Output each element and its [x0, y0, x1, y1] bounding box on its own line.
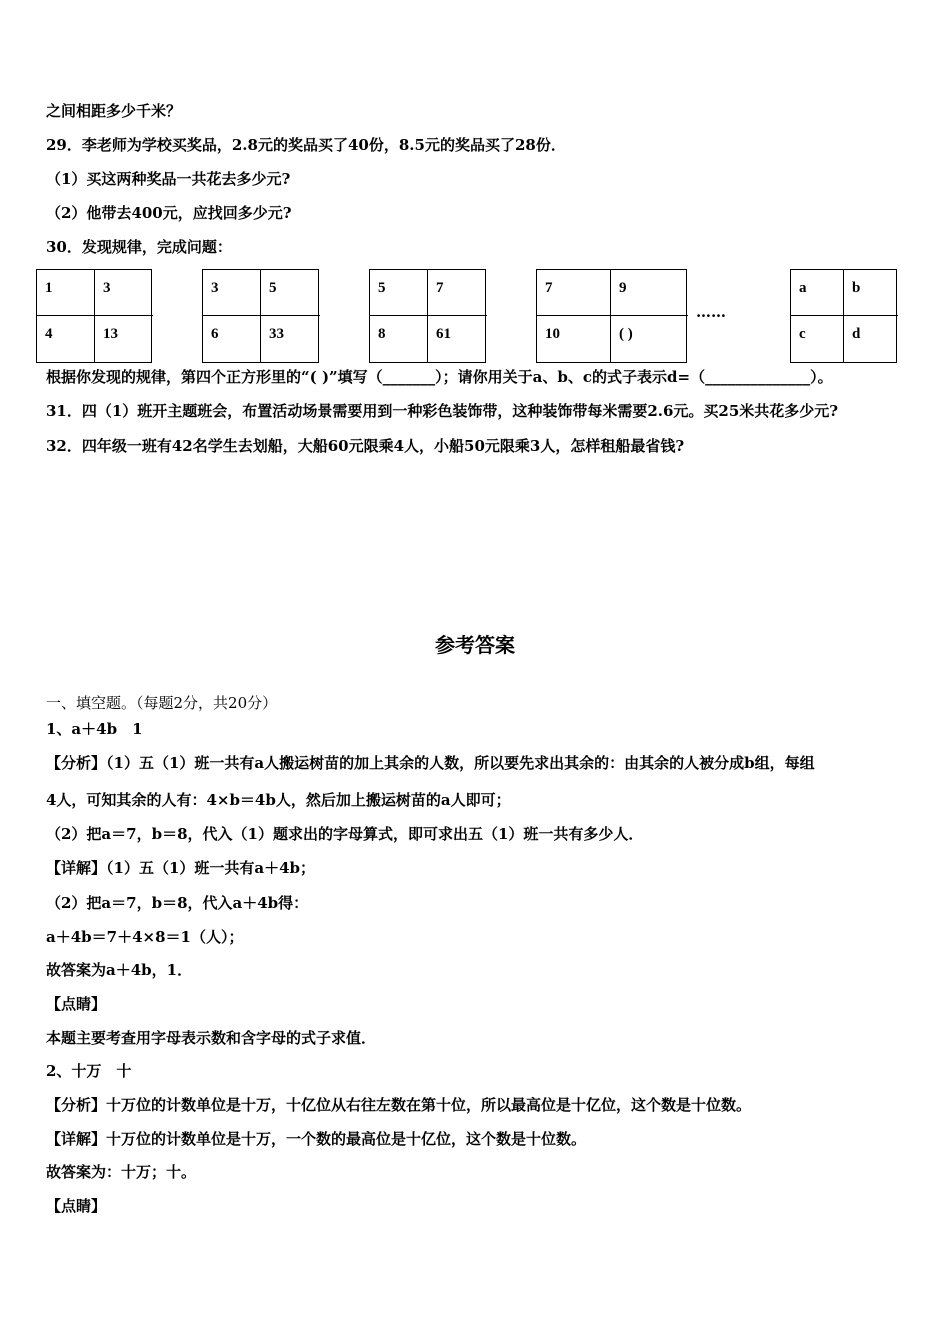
answer-line: （2）把a＝7，b＝8，代入（1）题求出的字母算式，即可求出五（1）班一共有多少人．: [46, 825, 644, 843]
grid-cell: 5: [261, 270, 320, 316]
question-32: 32．四年级一班有42名学生去划船，大船60元限乘4人，小船50元限乘3人，怎样租船最省钱?: [46, 437, 685, 455]
answer-line: 【分析】十万位的计数单位是十万，十亿位从右往左数在第十位，所以最高位是十亿位，这个数是十位数。: [46, 1096, 752, 1114]
question-29: 29．李老师为学校买奖品，2.8元的奖品买了40份，8.5元的奖品买了28份．: [46, 136, 566, 154]
grid-cell: 61: [436, 326, 451, 342]
answer-line: 2、十万 十: [46, 1062, 132, 1080]
grid-cell: 9: [611, 270, 688, 316]
answer-line: a＋4b＝7＋4×8＝1（人）；: [46, 928, 244, 946]
answer-line: （2）把a＝7，b＝8，代入a＋4b得：: [46, 894, 309, 912]
question-30: 30．发现规律，完成问题：: [46, 238, 232, 256]
answer-line: 【点睛】: [46, 1197, 107, 1215]
answer-line: 1、a＋4b 1: [46, 720, 143, 738]
grid-cell: 7: [428, 270, 487, 316]
question-29-part-2: （2）他带去400元，应找回多少元?: [46, 204, 292, 222]
question-30-prompt: 根据你发现的规律，第四个正方形里的“( )”填写（_______）；请你用关于a、b、c的式子表示d=（______________）。: [46, 368, 833, 386]
pattern-grid-4: [536, 269, 687, 363]
answer-line: 【点睛】: [46, 995, 107, 1013]
answer-line: 【详解】（1）五（1）班一共有a＋4b；: [46, 859, 316, 877]
answer-line: 4人，可知其余的人有：4×b＝4b人，然后加上搬运树苗的a人即可；: [46, 791, 511, 809]
pattern-grid-1: [36, 269, 152, 363]
pattern-grid-5: [790, 269, 897, 363]
answer-line: 本题主要考查用字母表示数和含字母的式子求值．: [46, 1029, 377, 1047]
question-31: 31．四（1）班开主题班会，布置活动场景需要用到一种彩色装饰带，这种装饰带每米需要2.6元。买25米共花多少元?: [46, 402, 839, 420]
answer-title: 参考答案: [435, 633, 515, 657]
grid-cell: a: [791, 270, 844, 316]
grid-cell: d: [852, 326, 861, 342]
section-heading: 一、填空题。（每题2分，共20分）: [46, 694, 278, 712]
grid-cell: 10: [537, 316, 611, 362]
grid-cell: 5: [370, 270, 428, 316]
grid-cell: 7: [537, 270, 611, 316]
ellipsis: ……: [696, 303, 726, 321]
question-29-part-1: （1）买这两种奖品一共花去多少元?: [46, 170, 291, 188]
question-text: 之间相距多少千米？: [46, 102, 182, 120]
grid-cell: 8: [370, 316, 428, 362]
grid-cell: 3: [95, 270, 153, 316]
answer-line: 故答案为a＋4b，1．: [46, 961, 193, 979]
grid-cell: ( ): [619, 326, 633, 342]
pattern-grid-2: [202, 269, 319, 363]
grid-cell: 4: [37, 316, 95, 362]
grid-cell: 13: [103, 326, 118, 342]
grid-cell: 6: [203, 316, 261, 362]
grid-cell: b: [844, 270, 898, 316]
answer-line: 【详解】十万位的计数单位是十万，一个数的最高位是十亿位，这个数是十位数。: [46, 1130, 587, 1148]
grid-cell: c: [791, 316, 844, 362]
pattern-grid-3: [369, 269, 486, 363]
grid-cell: 1: [37, 270, 95, 316]
grid-cell: 33: [269, 326, 284, 342]
answer-line: 故答案为：十万；十。: [46, 1163, 197, 1181]
grid-cell: 3: [203, 270, 261, 316]
answer-line: 【分析】（1）五（1）班一共有a人搬运树苗的加上其余的人数，所以要先求出其余的：由其余的人被分成b组，每组: [46, 754, 815, 772]
